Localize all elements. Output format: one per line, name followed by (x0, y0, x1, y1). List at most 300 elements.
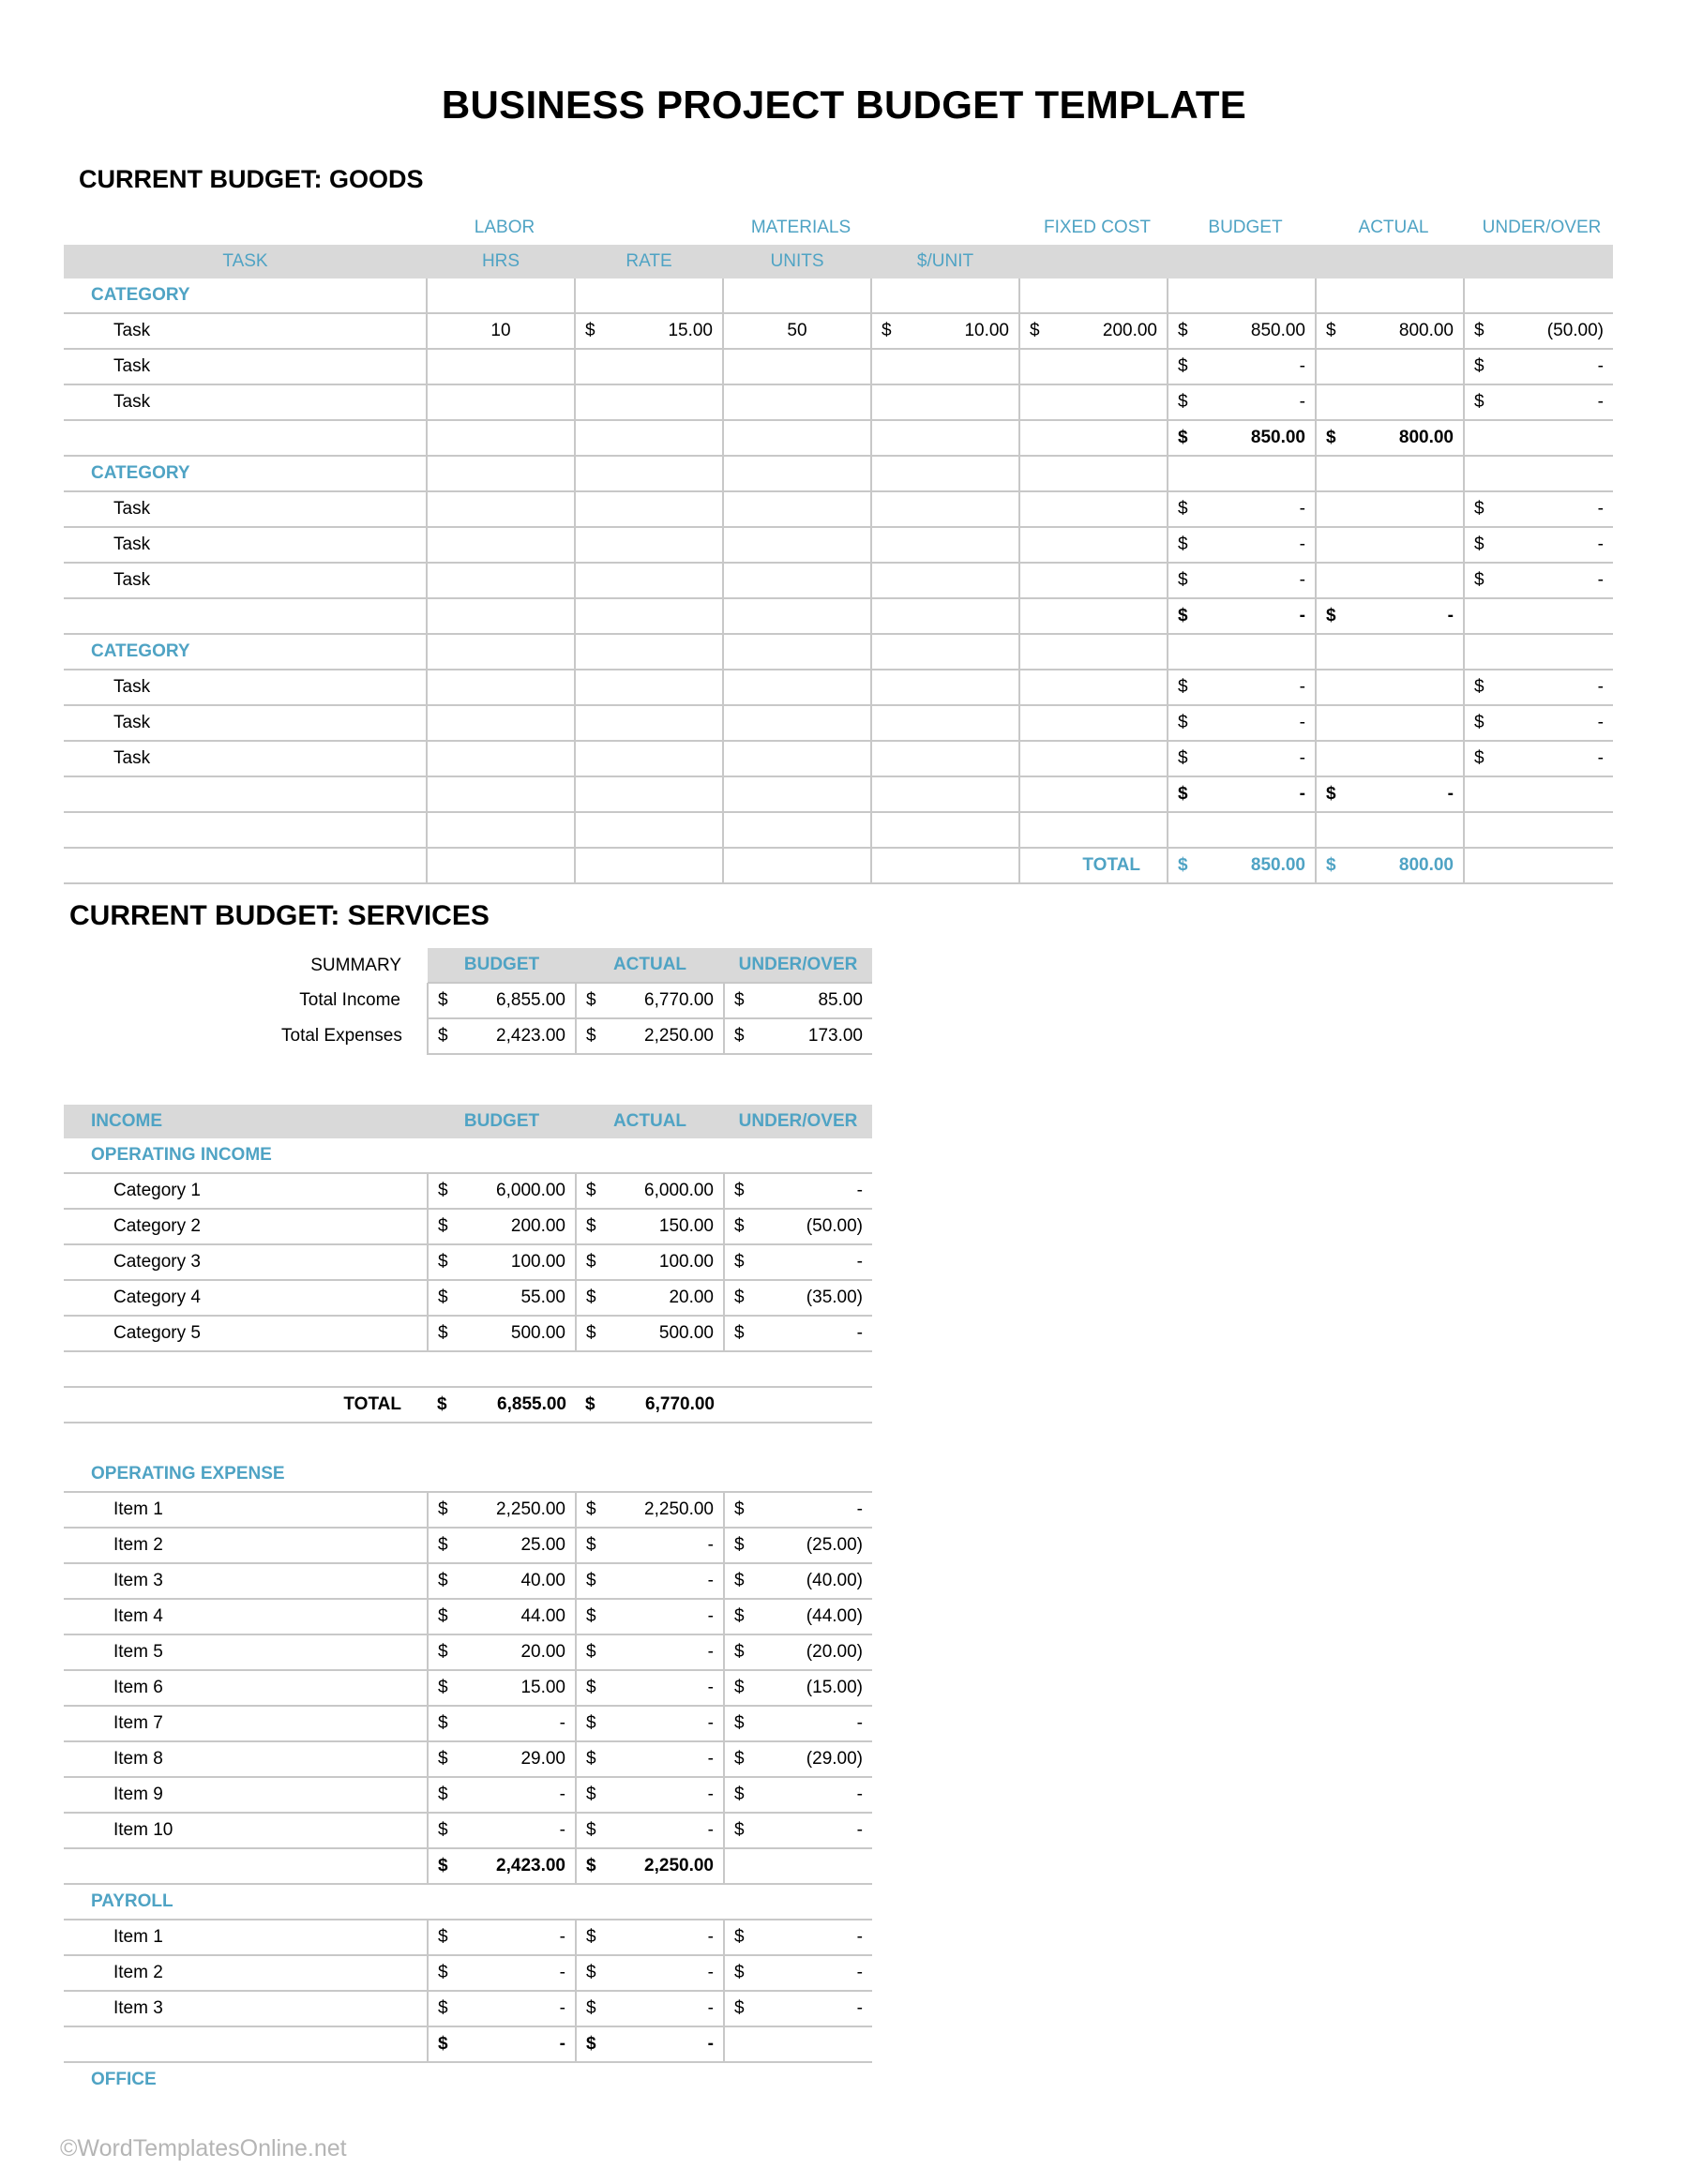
currency-sign: $ (1178, 499, 1188, 519)
section-label: OPERATING INCOME (64, 1138, 428, 1173)
currency-sign: $ (438, 1678, 448, 1697)
income-table (64, 1105, 872, 2097)
currency-sign: $ (586, 2034, 596, 2054)
fixed-cost-header: FIXED COST (1043, 218, 1151, 237)
income-header-row (64, 1105, 872, 1138)
task-name: Task (64, 705, 427, 741)
currency-sign: $ (734, 1713, 745, 1733)
task-row (64, 491, 1613, 527)
operating-expense-label-row (64, 1457, 872, 1492)
line-item-row (64, 1920, 872, 1955)
line-item-name: Category 5 (64, 1316, 428, 1351)
currency-sign: $ (438, 1785, 448, 1804)
budget-cell: $ - (1168, 741, 1316, 776)
currency-sign: $ (1474, 713, 1485, 732)
currency-sign: $ (586, 1216, 596, 1236)
under-over-header: UNDER/OVER (1482, 218, 1602, 237)
line-item-row (64, 1777, 872, 1813)
under-over-cell: $ - (1464, 527, 1613, 563)
currency-sign: $ (1178, 535, 1188, 554)
line-item-row (64, 1634, 872, 1670)
currency-sign: $ (1178, 784, 1188, 804)
category-label: CATEGORY (64, 279, 427, 313)
line-item-row (64, 1173, 872, 1209)
total-budget-cell: $ 850.00 (1168, 848, 1316, 883)
line-item-row (64, 1280, 872, 1316)
task-col-header: TASK (64, 245, 427, 279)
currency-sign: $ (438, 1026, 448, 1046)
materials-header: MATERIALS (750, 218, 852, 237)
under-over-cell: $ (50.00) (724, 1209, 872, 1244)
currency-sign: $ (1474, 356, 1485, 376)
currency-sign: $ (1326, 606, 1336, 625)
payroll-label-row (64, 1884, 872, 1920)
task-name: Task (64, 313, 427, 349)
currency-sign: $ (734, 1288, 745, 1307)
actual-cell: $ - (576, 1706, 724, 1741)
line-item-row (64, 1528, 872, 1563)
currency-sign: $ (734, 1749, 745, 1769)
currency-sign: $ (586, 1571, 596, 1590)
currency-sign: $ (1326, 784, 1336, 804)
total-label: TOTAL (1019, 848, 1168, 883)
currency-sign: $ (438, 1820, 448, 1840)
currency-sign: $ (734, 1927, 745, 1947)
subtotal-budget-cell: $ - (1168, 776, 1316, 812)
currency-sign: $ (438, 1499, 448, 1519)
currency-sign: $ (1178, 428, 1188, 447)
task-row (64, 741, 1613, 776)
category-row (64, 279, 1613, 313)
currency-sign: $ (586, 1026, 596, 1046)
budget-cell: $ - (1168, 349, 1316, 384)
line-item-row (64, 1599, 872, 1634)
line-item-name: Item 8 (64, 1741, 428, 1777)
section-total-row (64, 1387, 872, 1423)
currency-sign: $ (586, 1749, 596, 1769)
currency-sign: $ (586, 1181, 596, 1200)
actual-cell: $ 500.00 (576, 1316, 724, 1351)
line-item-name: Item 3 (64, 1991, 428, 2026)
actual-cell: $ 6,000.00 (576, 1173, 724, 1209)
budget-cell: $ 850.00 (1168, 313, 1316, 349)
currency-sign: $ (1178, 748, 1188, 768)
line-item-row (64, 1991, 872, 2026)
budget-cell: $ - (1168, 527, 1316, 563)
actual-cell: $ - (576, 1920, 724, 1955)
income-header-label: INCOME (64, 1105, 428, 1138)
currency-sign: $ (882, 321, 892, 340)
currency-sign: $ (438, 1998, 448, 2018)
budget-cell: $ 6,000.00 (428, 1173, 576, 1209)
actual-cell: $ 20.00 (576, 1280, 724, 1316)
summary-budget-cell: $ 6,855.00 (428, 983, 576, 1018)
line-item-row (64, 1244, 872, 1280)
subtotal-actual-cell: $ - (1316, 598, 1464, 634)
summary-budget-header: BUDGET (428, 948, 576, 983)
budget-cell: $ 55.00 (428, 1280, 576, 1316)
actual-cell: $ - (576, 1670, 724, 1706)
subtotal-row (64, 420, 1613, 456)
currency-sign: $ (438, 1288, 448, 1307)
line-item-row (64, 1955, 872, 1991)
currency-sign: $ (1474, 321, 1485, 340)
summary-row-label: Total Expenses (281, 1026, 402, 1046)
under-over-cell: $ (44.00) (724, 1599, 872, 1634)
currency-sign: $ (586, 1606, 596, 1626)
currency-sign: $ (586, 1856, 596, 1875)
line-item-name: Item 3 (64, 1563, 428, 1599)
summary-under-over-cell: $ 173.00 (724, 1018, 872, 1054)
line-item-row (64, 1813, 872, 1848)
currency-sign: $ (1178, 356, 1188, 376)
under-over-cell: $ - (724, 1920, 872, 1955)
budget-cell: $ 44.00 (428, 1599, 576, 1634)
currency-sign: $ (586, 1963, 596, 1982)
under-over-cell: $ - (724, 1244, 872, 1280)
actual-cell: $ - (576, 1563, 724, 1599)
budget-cell: $ - (1168, 563, 1316, 598)
currency-sign: $ (438, 1856, 448, 1875)
budget-cell: $ 25.00 (428, 1528, 576, 1563)
currency-sign: $ (438, 1252, 448, 1272)
task-name: Task (64, 384, 427, 420)
units-col-header: UNITS (723, 245, 871, 279)
currency-sign: $ (1178, 392, 1188, 412)
section-label: OFFICE (91, 2070, 157, 2089)
budget-cell: $ 200.00 (428, 1209, 576, 1244)
line-item-name: Category 2 (64, 1209, 428, 1244)
under-over-cell: $ - (1464, 741, 1613, 776)
category-row (64, 634, 1613, 670)
subtotal-budget-cell: $ 850.00 (1168, 420, 1316, 456)
currency-sign: $ (734, 1499, 745, 1519)
total-actual-cell: $ 6,770.00 (576, 1387, 724, 1423)
under-over-cell: $ (15.00) (724, 1670, 872, 1706)
budget-cell: $ - (1168, 491, 1316, 527)
under-over-cell: $ - (1464, 349, 1613, 384)
under-over-cell: $ - (1464, 670, 1613, 705)
total-actual-cell: $ 2,250.00 (576, 1848, 724, 1884)
line-item-name: Item 2 (64, 1528, 428, 1563)
currency-sign: $ (734, 1998, 745, 2018)
currency-sign: $ (1326, 321, 1336, 340)
under-over-cell: $ - (1464, 563, 1613, 598)
currency-sign: $ (438, 1606, 448, 1626)
total-budget-cell: $ - (428, 2026, 576, 2062)
currency-sign: $ (734, 1216, 745, 1236)
currency-sign: $ (1474, 570, 1485, 590)
actual-cell: $ - (576, 1813, 724, 1848)
currency-sign: $ (586, 1535, 596, 1555)
currency-sign: $ (586, 1252, 596, 1272)
under-over-cell: $ (29.00) (724, 1741, 872, 1777)
currency-sign: $ (585, 321, 595, 340)
units-cell: 50 (723, 313, 871, 349)
budget-header: BUDGET (1208, 218, 1283, 237)
currency-sign: $ (1178, 677, 1188, 697)
task-name: Task (64, 491, 427, 527)
office-label-row (64, 2062, 872, 2097)
subtotal-row (64, 598, 1613, 634)
currency-sign: $ (1178, 570, 1188, 590)
task-name: Task (64, 741, 427, 776)
task-row (64, 313, 1613, 349)
currency-sign: $ (734, 1678, 745, 1697)
line-item-row (64, 1741, 872, 1777)
currency-sign: $ (438, 1571, 448, 1590)
currency-sign: $ (438, 1642, 448, 1662)
budget-cell: $ - (1168, 670, 1316, 705)
task-row (64, 384, 1613, 420)
under-over-cell: $ - (724, 1991, 872, 2026)
currency-sign: $ (438, 1535, 448, 1555)
actual-cell: $ 800.00 (1316, 313, 1464, 349)
line-item-row (64, 1670, 872, 1706)
summary-under-over-header: UNDER/OVER (724, 948, 872, 983)
currency-sign: $ (1474, 392, 1485, 412)
budget-cell: $ - (1168, 705, 1316, 741)
budget-cell: $ - (428, 1920, 576, 1955)
currency-sign: $ (734, 1026, 745, 1046)
currency-sign: $ (1030, 321, 1040, 340)
currency-sign: $ (1326, 855, 1336, 875)
task-name: Task (64, 527, 427, 563)
summary-table (281, 948, 872, 1055)
actual-cell: $ - (576, 1634, 724, 1670)
section-label: PAYROLL (64, 1884, 428, 1920)
actual-cell: $ 100.00 (576, 1244, 724, 1280)
currency-sign: $ (1474, 535, 1485, 554)
line-item-name: Category 3 (64, 1244, 428, 1280)
summary-row-label: Total Income (299, 990, 400, 1010)
total-budget-cell: $ 2,423.00 (428, 1848, 576, 1884)
currency-sign: $ (586, 1678, 596, 1697)
currency-sign: $ (438, 2034, 448, 2054)
currency-sign: $ (734, 1323, 745, 1343)
task-row (64, 670, 1613, 705)
services-section-title: CURRENT BUDGET: SERVICES (69, 900, 490, 931)
per-unit-cell: $ 10.00 (871, 313, 1019, 349)
fixed-cost-cell: $ 200.00 (1019, 313, 1168, 349)
task-name: Task (64, 563, 427, 598)
currency-sign: $ (734, 1820, 745, 1840)
income-under-over-header: UNDER/OVER (724, 1105, 872, 1138)
operating-income-label-row (64, 1138, 872, 1173)
currency-sign: $ (1178, 855, 1188, 875)
currency-sign: $ (1474, 677, 1485, 697)
category-label: CATEGORY (64, 456, 427, 491)
under-over-cell: $ - (724, 1813, 872, 1848)
under-over-cell: $ (20.00) (724, 1634, 872, 1670)
section-total-row (64, 1848, 872, 1884)
budget-cell: $ - (428, 1813, 576, 1848)
budget-cell: $ - (1168, 384, 1316, 420)
page-title: BUSINESS PROJECT BUDGET TEMPLATE (441, 83, 1247, 127)
budget-cell: $ - (428, 1991, 576, 2026)
line-item-row (64, 1706, 872, 1741)
budget-cell: $ 40.00 (428, 1563, 576, 1599)
budget-cell: $ 20.00 (428, 1634, 576, 1670)
currency-sign: $ (734, 1181, 745, 1200)
actual-cell: $ - (576, 1599, 724, 1634)
under-over-cell: $ (25.00) (724, 1528, 872, 1563)
budget-cell: $ 15.00 (428, 1670, 576, 1706)
line-item-name: Category 4 (64, 1280, 428, 1316)
currency-sign: $ (586, 1713, 596, 1733)
currency-sign: $ (586, 1820, 596, 1840)
total-actual-cell: $ 800.00 (1316, 848, 1464, 883)
under-over-cell: $ (35.00) (724, 1280, 872, 1316)
subtotal-budget-cell: $ - (1168, 598, 1316, 634)
currency-sign: $ (586, 1642, 596, 1662)
total-label: TOTAL (64, 1387, 428, 1423)
currency-sign: $ (1178, 321, 1188, 340)
rate-cell: $ 15.00 (575, 313, 723, 349)
actual-cell: $ - (576, 1777, 724, 1813)
line-item-name: Item 7 (64, 1706, 428, 1741)
actual-cell: $ - (576, 1741, 724, 1777)
hrs-cell: 10 (427, 313, 575, 349)
summary-actual-cell: $ 2,250.00 (576, 1018, 724, 1054)
line-item-row (64, 1316, 872, 1351)
subtotal-actual-cell: $ - (1316, 776, 1464, 812)
under-over-cell: $ - (724, 1777, 872, 1813)
actual-cell: $ - (576, 1991, 724, 2026)
currency-sign: $ (734, 1606, 745, 1626)
line-item-name: Item 4 (64, 1599, 428, 1634)
line-item-name: Item 1 (64, 1920, 428, 1955)
summary-actual-cell: $ 6,770.00 (576, 983, 724, 1018)
line-item-row (64, 1563, 872, 1599)
actual-cell: $ 150.00 (576, 1209, 724, 1244)
under-over-cell: $ - (724, 1955, 872, 1991)
currency-sign: $ (438, 1323, 448, 1343)
line-item-row (64, 1492, 872, 1528)
currency-sign: $ (586, 1785, 596, 1804)
hrs-col-header: HRS (427, 245, 575, 279)
total-budget-cell: $ 6,855.00 (428, 1387, 576, 1423)
under-over-cell: $ - (1464, 491, 1613, 527)
goods-total-row (64, 848, 1613, 883)
summary-under-over-cell: $ 85.00 (724, 983, 872, 1018)
category-row (64, 456, 1613, 491)
under-over-cell: $ - (724, 1173, 872, 1209)
currency-sign: $ (734, 1571, 745, 1590)
task-row (64, 705, 1613, 741)
section-total-row (64, 2026, 872, 2062)
currency-sign: $ (438, 1713, 448, 1733)
currency-sign: $ (1474, 748, 1485, 768)
line-item-name: Item 6 (64, 1670, 428, 1706)
currency-sign: $ (734, 1535, 745, 1555)
under-over-cell: $ - (724, 1316, 872, 1351)
summary-row (281, 983, 872, 1018)
budget-cell: $ 2,250.00 (428, 1492, 576, 1528)
line-item-name: Category 1 (64, 1173, 428, 1209)
currency-sign: $ (734, 1642, 745, 1662)
line-item-name: Item 5 (64, 1634, 428, 1670)
currency-sign: $ (438, 1216, 448, 1236)
total-actual-cell: $ - (576, 2026, 724, 2062)
summary-actual-header: ACTUAL (576, 948, 724, 983)
currency-sign: $ (1178, 606, 1188, 625)
budget-cell: $ 29.00 (428, 1741, 576, 1777)
currency-sign: $ (438, 1749, 448, 1769)
under-over-cell: $ - (1464, 705, 1613, 741)
task-row (64, 349, 1613, 384)
under-over-cell: $ (40.00) (724, 1563, 872, 1599)
currency-sign: $ (586, 990, 596, 1010)
subtotal-actual-cell: $ 800.00 (1316, 420, 1464, 456)
rate-col-header: RATE (575, 245, 723, 279)
currency-sign: $ (734, 1963, 745, 1982)
currency-sign: $ (1326, 428, 1336, 447)
actual-header: ACTUAL (1358, 218, 1429, 237)
currency-sign: $ (1474, 499, 1485, 519)
goods-section-title: CURRENT BUDGET: GOODS (79, 165, 424, 193)
currency-sign: $ (1178, 713, 1188, 732)
actual-cell: $ 2,250.00 (576, 1492, 724, 1528)
currency-sign: $ (438, 1927, 448, 1947)
budget-cell: $ - (428, 1955, 576, 1991)
under-over-cell: $ - (724, 1492, 872, 1528)
task-name: Task (64, 349, 427, 384)
summary-budget-cell: $ 2,423.00 (428, 1018, 576, 1054)
task-name: Task (64, 670, 427, 705)
currency-sign: $ (586, 1998, 596, 2018)
income-actual-header: ACTUAL (576, 1105, 724, 1138)
subtotal-row (64, 776, 1613, 812)
currency-sign: $ (586, 1288, 596, 1307)
line-item-name: Item 9 (64, 1777, 428, 1813)
section-label: OPERATING EXPENSE (64, 1457, 428, 1492)
currency-sign: $ (734, 1785, 745, 1804)
line-item-name: Item 10 (64, 1813, 428, 1848)
currency-sign: $ (734, 1252, 745, 1272)
under-over-cell: $ - (1464, 384, 1613, 420)
summary-label: SUMMARY (281, 948, 428, 983)
under-over-cell: $ (50.00) (1464, 313, 1613, 349)
watermark: ©WordTemplatesOnline.net (60, 2135, 347, 2161)
task-row (64, 527, 1613, 563)
budget-cell: $ 500.00 (428, 1316, 576, 1351)
budget-cell: $ - (428, 1777, 576, 1813)
labor-header: LABOR (474, 218, 535, 237)
task-row (64, 563, 1613, 598)
summary-row (281, 1018, 872, 1054)
goods-budget-table (64, 245, 1613, 884)
per-unit-col-header: $/UNIT (871, 245, 1019, 279)
actual-cell: $ - (576, 1955, 724, 1991)
category-label: CATEGORY (64, 634, 427, 670)
currency-sign: $ (586, 1323, 596, 1343)
income-budget-header: BUDGET (428, 1105, 576, 1138)
budget-cell: $ - (428, 1706, 576, 1741)
line-item-name: Item 2 (64, 1955, 428, 1991)
budget-cell: $ 100.00 (428, 1244, 576, 1280)
currency-sign: $ (586, 1927, 596, 1947)
currency-sign: $ (438, 990, 448, 1010)
under-over-cell: $ - (724, 1706, 872, 1741)
currency-sign: $ (734, 990, 745, 1010)
line-item-name: Item 1 (64, 1492, 428, 1528)
currency-sign: $ (438, 1181, 448, 1200)
line-item-row (64, 1209, 872, 1244)
actual-cell: $ - (576, 1528, 724, 1563)
currency-sign: $ (438, 1963, 448, 1982)
currency-sign: $ (586, 1499, 596, 1519)
